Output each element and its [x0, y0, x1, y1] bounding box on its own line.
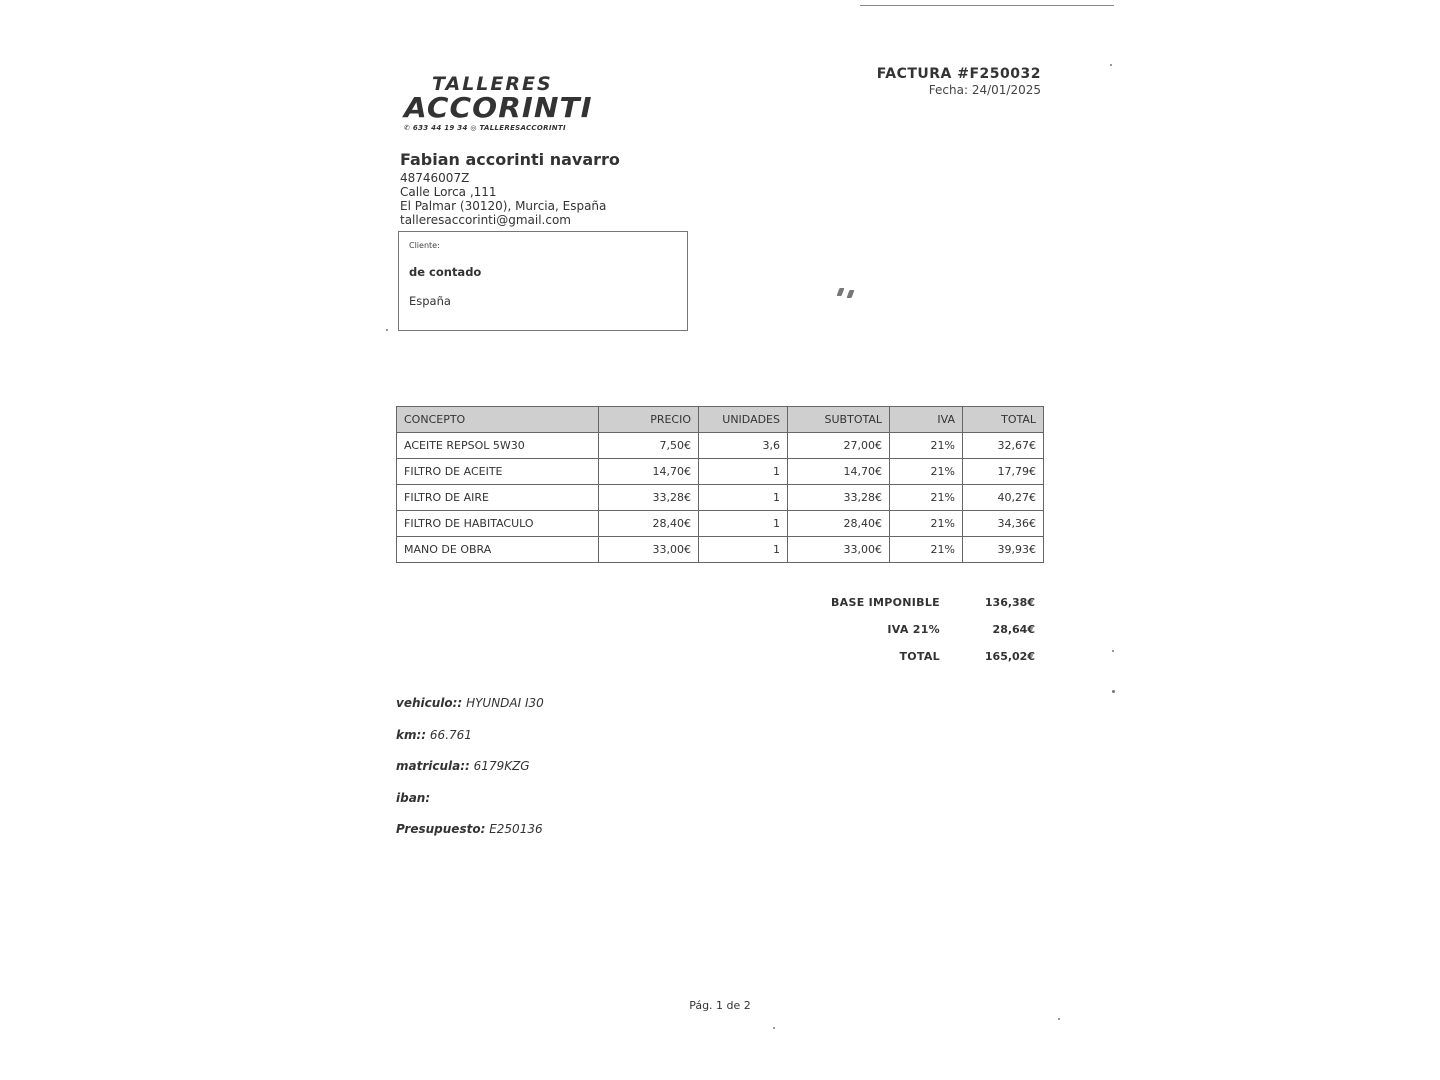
logo-line-talleres: TALLERES — [432, 73, 553, 95]
header-unidades: UNIDADES — [699, 407, 788, 433]
client-country: España — [409, 294, 451, 308]
scan-speck — [837, 288, 845, 296]
table-header-row — [397, 407, 1044, 433]
cell-unidades: 1 — [699, 459, 788, 485]
matricula-value: 6179KZG — [473, 759, 530, 773]
cell-concepto: FILTRO DE AIRE — [397, 485, 599, 511]
header-total: TOTAL — [963, 407, 1044, 433]
vehiculo-label: vehiculo:: — [396, 696, 463, 710]
vehiculo-row — [396, 696, 544, 728]
header-precio: PRECIO — [599, 407, 699, 433]
client-label: Cliente: — [409, 241, 440, 250]
invoice-number: FACTURA #F250032 — [876, 66, 1041, 82]
company-logo — [404, 74, 594, 132]
cell-unidades: 3,6 — [699, 433, 788, 459]
cell-unidades: 1 — [699, 511, 788, 537]
cell-subtotal: 33,00€ — [788, 537, 890, 563]
scan-speck — [1112, 650, 1114, 652]
cell-unidades: 1 — [699, 485, 788, 511]
scan-speck — [847, 290, 855, 298]
presupuesto-value: E250136 — [489, 822, 543, 836]
scan-edge-line — [860, 5, 1114, 6]
presupuesto-row — [396, 822, 544, 854]
header-concepto: CONCEPTO — [397, 407, 599, 433]
base-imponible-value: 136,38€ — [984, 596, 1035, 609]
issuer-street: Calle Lorca ,111 — [400, 185, 497, 199]
vehicle-info — [396, 696, 544, 854]
cell-iva: 21% — [890, 433, 963, 459]
vehiculo-value: HYUNDAI I30 — [466, 696, 544, 710]
issuer-city: El Palmar (30120), Murcia, España — [400, 199, 607, 213]
cell-total: 34,36€ — [963, 511, 1044, 537]
cell-subtotal: 27,00€ — [788, 433, 890, 459]
cell-concepto: MANO DE OBRA — [397, 537, 599, 563]
cell-iva: 21% — [890, 459, 963, 485]
totals-total-row — [800, 643, 1035, 670]
page-number: Pág. 1 de 2 — [689, 999, 751, 1012]
cell-total: 40,27€ — [963, 485, 1044, 511]
header-iva: IVA — [890, 407, 963, 433]
scan-speck — [773, 1027, 775, 1029]
invoice-header — [877, 66, 1041, 97]
scan-speck — [1110, 64, 1112, 66]
totals-base-row — [800, 589, 1035, 616]
cell-precio: 33,28€ — [599, 485, 699, 511]
table-row — [397, 433, 1044, 459]
totals-block — [800, 589, 1035, 670]
km-label: km:: — [396, 727, 427, 742]
iban-label: iban: — [396, 790, 431, 805]
cell-subtotal: 14,70€ — [788, 459, 890, 485]
km-value: 66.761 — [429, 727, 472, 742]
cell-subtotal: 33,28€ — [788, 485, 890, 511]
total-value: 165,02€ — [984, 650, 1035, 663]
cell-total: 39,93€ — [963, 537, 1044, 563]
issuer-block — [400, 150, 620, 227]
client-box — [398, 231, 688, 331]
cell-precio: 33,00€ — [599, 537, 699, 563]
totals-iva-row — [800, 616, 1035, 643]
cell-concepto: FILTRO DE ACEITE — [397, 459, 599, 485]
table-row — [397, 485, 1044, 511]
cell-total: 32,67€ — [963, 433, 1044, 459]
km-row — [396, 728, 544, 760]
iva-value: 28,64€ — [992, 623, 1035, 636]
iva-label: IVA 21% — [887, 623, 940, 636]
matricula-row — [396, 759, 544, 791]
table-row — [397, 511, 1044, 537]
matricula-label: matricula:: — [396, 759, 470, 773]
logo-line-accorinti: ACCORINTI — [404, 91, 593, 124]
invoice-date: Fecha: 24/01/2025 — [928, 83, 1041, 97]
presupuesto-label: Presupuesto: — [396, 822, 486, 836]
header-subtotal: SUBTOTAL — [788, 407, 890, 433]
issuer-name: Fabian accorinti navarro — [400, 150, 620, 169]
cell-total: 17,79€ — [963, 459, 1044, 485]
cell-subtotal: 28,40€ — [788, 511, 890, 537]
cell-concepto: FILTRO DE HABITACULO — [397, 511, 599, 537]
cell-concepto: ACEITE REPSOL 5W30 — [397, 433, 599, 459]
cell-precio: 14,70€ — [599, 459, 699, 485]
cell-precio: 28,40€ — [599, 511, 699, 537]
items-table — [396, 406, 1044, 563]
scan-speck — [1112, 690, 1115, 693]
client-name: de contado — [409, 265, 482, 279]
total-label: TOTAL — [899, 650, 940, 663]
cell-iva: 21% — [890, 511, 963, 537]
cell-iva: 21% — [890, 537, 963, 563]
issuer-email: talleresaccorinti@gmail.com — [400, 213, 571, 227]
iban-row — [396, 791, 544, 823]
table-row — [397, 459, 1044, 485]
scan-speck — [1058, 1018, 1060, 1020]
cell-iva: 21% — [890, 485, 963, 511]
issuer-nif: 48746007Z — [400, 171, 470, 185]
logo-contact-line: ✆ 633 44 19 34 ◎ TALLERESACCORINTI — [404, 124, 566, 132]
cell-unidades: 1 — [699, 537, 788, 563]
base-imponible-label: BASE IMPONIBLE — [830, 596, 940, 609]
scan-speck — [386, 329, 388, 331]
table-row — [397, 537, 1044, 563]
cell-precio: 7,50€ — [599, 433, 699, 459]
